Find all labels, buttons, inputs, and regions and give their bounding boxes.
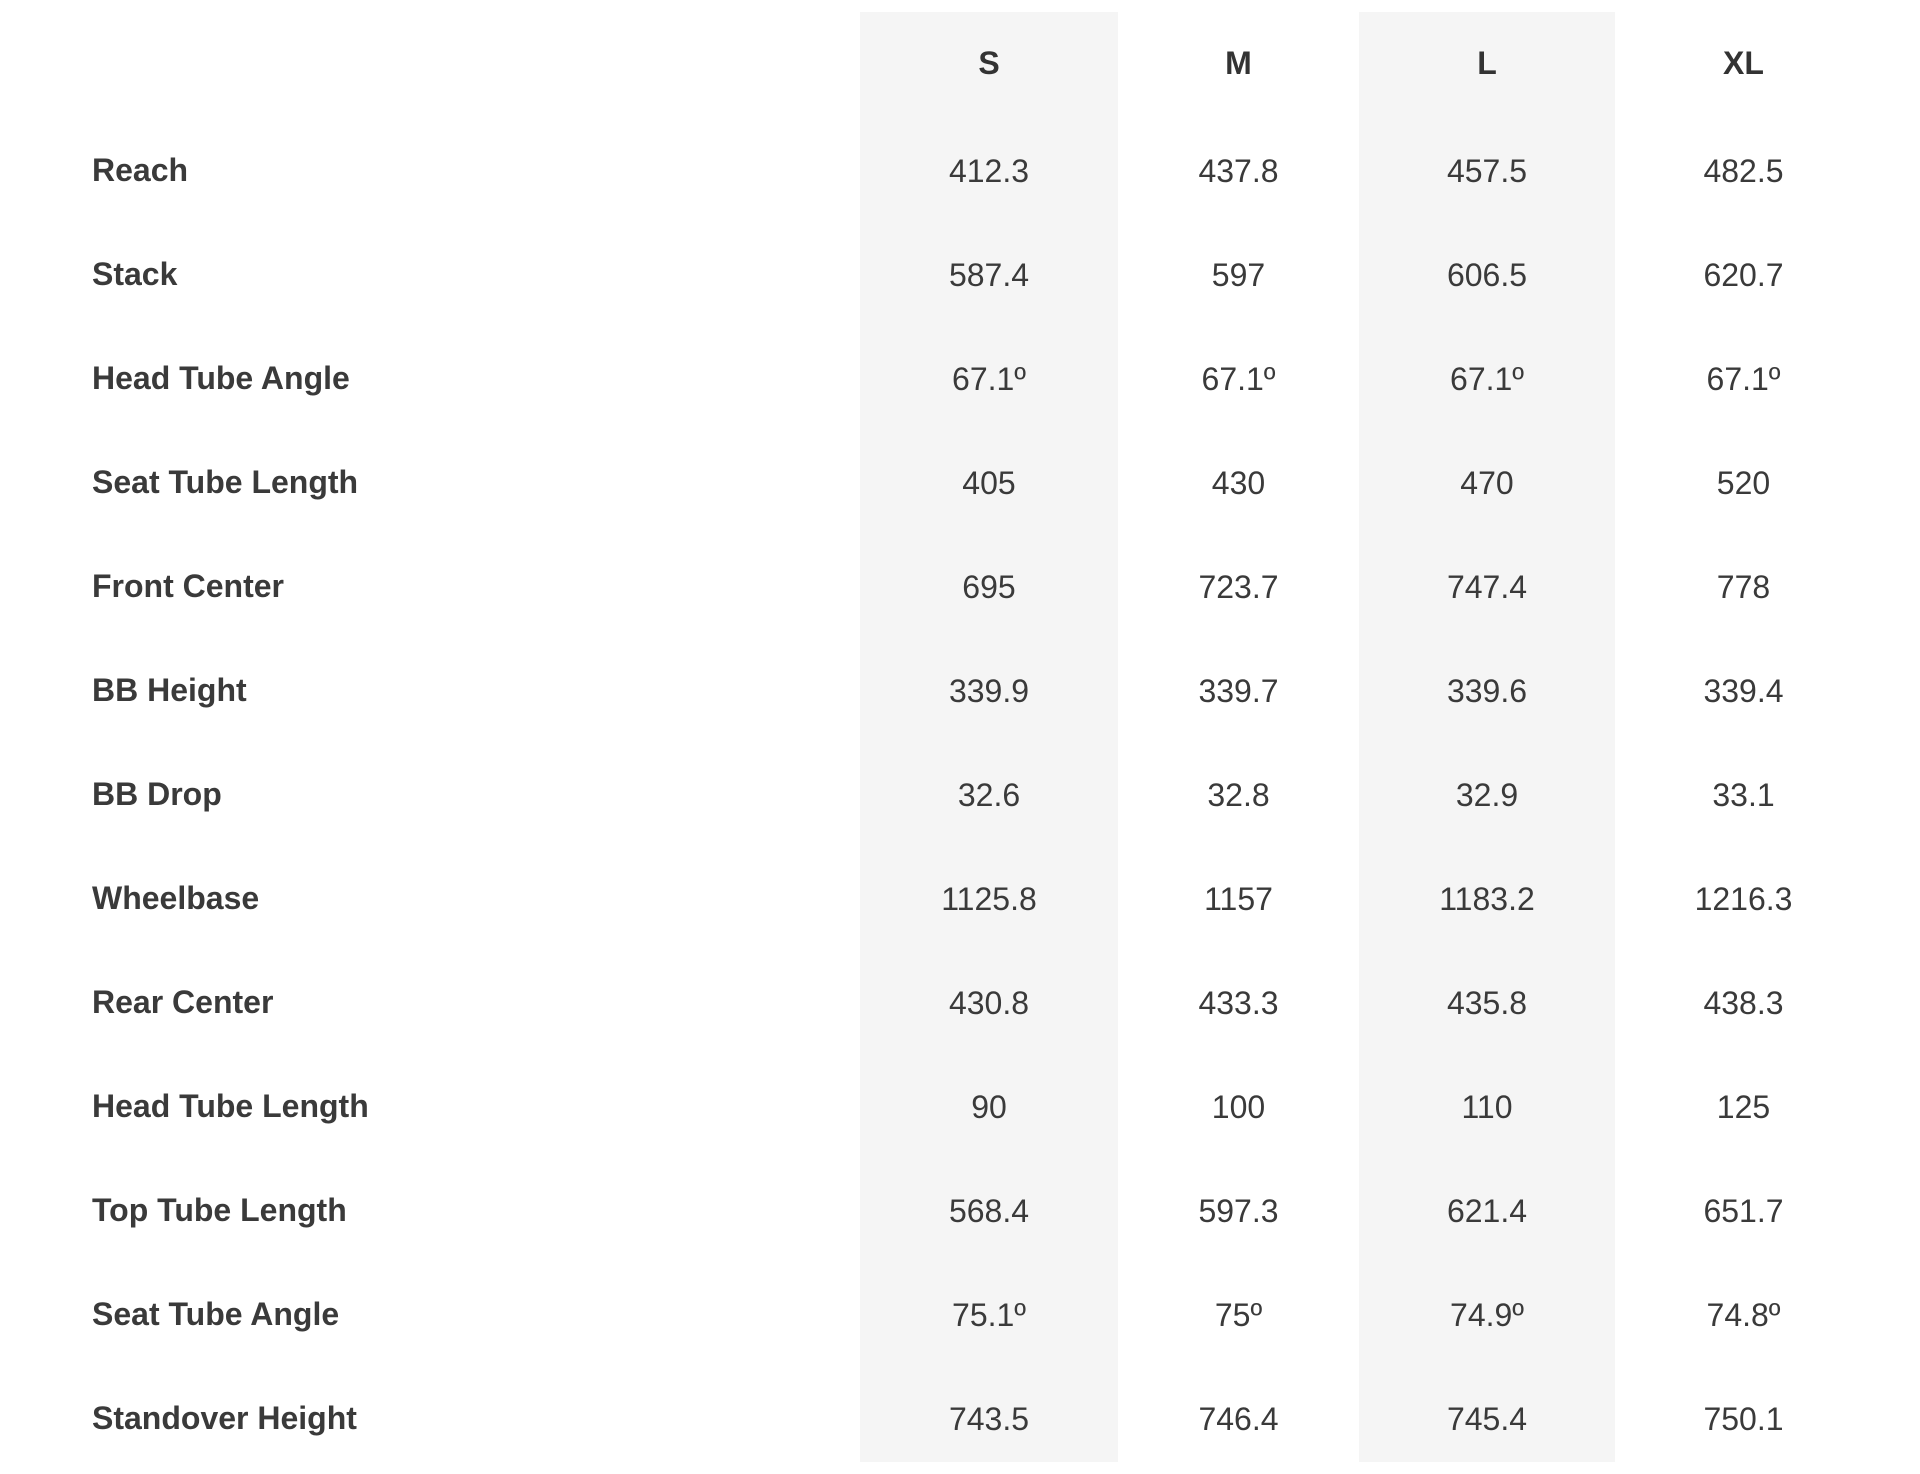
- table-cell: 597: [1211, 257, 1266, 293]
- table-cell: 339.4: [1703, 673, 1784, 709]
- table-cell: 695: [962, 569, 1016, 605]
- table-cell: 67.1º: [952, 361, 1026, 397]
- table-row: [0, 742, 1920, 846]
- table-cell: 746.4: [1198, 1401, 1279, 1437]
- table-cell: 437.8: [1198, 153, 1279, 189]
- table-cell: 457.5: [1446, 153, 1528, 189]
- table-cell: 339.6: [1446, 673, 1528, 709]
- table-cell: 433.3: [1198, 985, 1279, 1021]
- row-label: Standover Height: [92, 1400, 357, 1436]
- table-cell: 435.8: [1446, 985, 1528, 1021]
- row-label: Seat Tube Angle: [92, 1296, 340, 1332]
- table-row: [0, 534, 1920, 638]
- table-cell: 33.1: [1712, 777, 1775, 813]
- row-label: Rear Center: [92, 984, 274, 1020]
- table-cell: 621.4: [1446, 1193, 1528, 1229]
- table-row: [0, 222, 1920, 326]
- table-cell: 587.4: [948, 257, 1030, 293]
- row-label: Wheelbase: [92, 880, 260, 916]
- row-label: Front Center: [92, 568, 284, 604]
- table-cell: 597.3: [1198, 1193, 1279, 1229]
- table-cell: 438.3: [1703, 985, 1784, 1021]
- row-label: Head Tube Length: [92, 1088, 369, 1124]
- size-header-xl: XL: [1723, 45, 1764, 81]
- table-cell: 32.6: [957, 777, 1021, 813]
- table-cell: 339.9: [948, 673, 1030, 709]
- table-cell: 100: [1211, 1089, 1266, 1125]
- table-cell: 470: [1460, 465, 1514, 501]
- table-cell: 125: [1716, 1089, 1771, 1125]
- table-cell: 90: [971, 1089, 1007, 1125]
- table-cell: 743.5: [948, 1401, 1030, 1437]
- table-cell: 430.8: [948, 985, 1030, 1021]
- row-label: BB Height: [92, 672, 247, 708]
- table-cell: 412.3: [948, 153, 1030, 189]
- table-cell: 1183.2: [1439, 881, 1535, 917]
- table-cell: 405: [962, 465, 1016, 501]
- row-label: BB Drop: [92, 776, 222, 812]
- table-cell: 67.1º: [1450, 361, 1524, 397]
- table-cell: 339.7: [1198, 673, 1279, 709]
- table-row: [0, 326, 1920, 430]
- table-cell: 745.4: [1446, 1401, 1528, 1437]
- row-label: Reach: [92, 152, 189, 188]
- table-cell: 430: [1211, 465, 1266, 501]
- row-label: Head Tube Angle: [92, 360, 350, 396]
- row-label: Top Tube Length: [92, 1192, 347, 1228]
- table-cell: 32.9: [1455, 777, 1519, 813]
- row-label: Stack: [92, 256, 178, 292]
- table-row: [0, 1262, 1920, 1366]
- table-row: [0, 1158, 1920, 1262]
- table-cell: 723.7: [1198, 569, 1279, 605]
- table-cell: 606.5: [1446, 257, 1528, 293]
- table-cell: 568.4: [948, 1193, 1030, 1229]
- size-header-s: S: [978, 45, 1000, 81]
- table-cell: 620.7: [1703, 257, 1784, 293]
- table-header: [0, 28, 1920, 98]
- table-row: [0, 846, 1920, 950]
- table-row: [0, 638, 1920, 742]
- table-cell: 747.4: [1446, 569, 1528, 605]
- table-cell: 482.5: [1703, 153, 1784, 189]
- row-label: Seat Tube Length: [92, 464, 359, 500]
- table-cell: 67.1º: [1201, 361, 1276, 397]
- table-cell: 75º: [1214, 1297, 1263, 1333]
- table-row: [0, 430, 1920, 534]
- size-header-m: M: [1225, 45, 1252, 81]
- table-cell: 1125.8: [941, 881, 1037, 917]
- table-cell: 520: [1716, 465, 1771, 501]
- table-row: [0, 1366, 1920, 1470]
- table-cell: 67.1º: [1706, 361, 1781, 397]
- table-cell: 778: [1716, 569, 1771, 605]
- table-cell: 750.1: [1703, 1401, 1784, 1437]
- table-cell: 75.1º: [952, 1297, 1026, 1333]
- table-cell: 32.8: [1207, 777, 1270, 813]
- table-cell: 74.9º: [1450, 1297, 1524, 1333]
- table-row: [0, 118, 1920, 222]
- table-row: [0, 1054, 1920, 1158]
- table-cell: 651.7: [1703, 1193, 1784, 1229]
- size-header-l: L: [1477, 45, 1497, 81]
- table-cell: 1157: [1204, 881, 1273, 917]
- table-cell: 74.8º: [1706, 1297, 1781, 1333]
- table-row: [0, 950, 1920, 1054]
- table-cell: 110: [1461, 1089, 1513, 1125]
- table-cell: 1216.3: [1694, 881, 1793, 917]
